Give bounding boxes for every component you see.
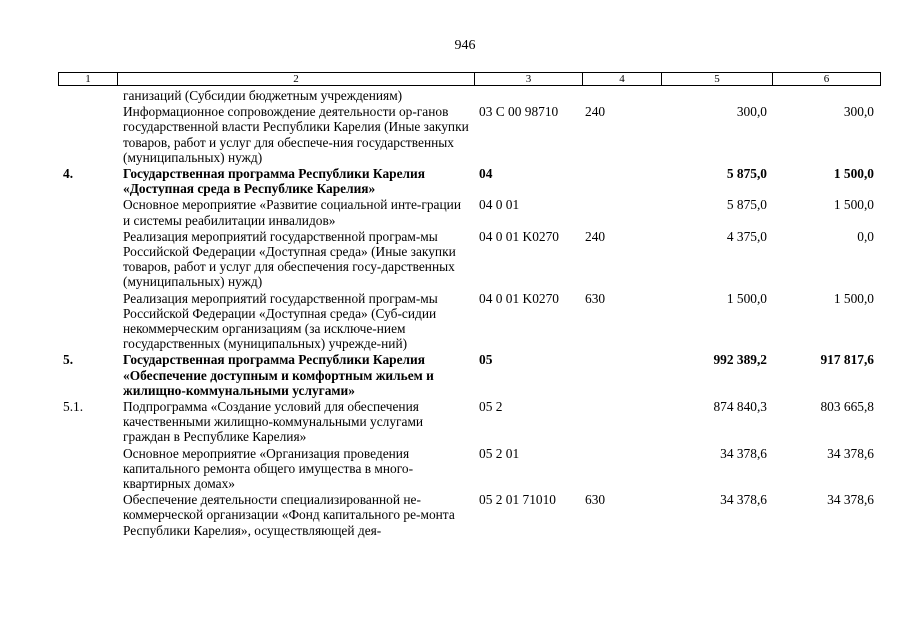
row-name: Государственная программа Республики Карелия «Доступная среда в Республике Карелия» (123, 166, 426, 197)
row-number (58, 290, 117, 352)
table-row (58, 196, 880, 227)
row-amount-year1: 992 389,2 (713, 352, 767, 368)
row-number (58, 228, 117, 290)
row-name: Реализация мероприятий государственной програм-мы Российской Федерации «Доступная среда» (Суб-сидии некоммерческим организациям (за исключе-нием государственных (муниципальных) учрежде-ний) (123, 290, 438, 352)
row-expense-type (582, 196, 661, 227)
row-expense-type (582, 88, 661, 103)
row-amount-year1: 4 375,0 (726, 228, 767, 244)
column-header-table (58, 72, 881, 86)
row-number: 4. (63, 166, 74, 182)
row-number (58, 445, 117, 492)
row-amount-year2: 917 817,6 (820, 352, 874, 368)
row-number: 5.1. (63, 399, 84, 415)
row-code: 05 2 01 (479, 445, 520, 461)
row-amount-year1 (661, 88, 772, 103)
row-name: Реализация мероприятий государственной програм-мы Российской Федерации «Доступная среда» (Иные закупки товаров, работ и услуг для обеспечения госу-дарственных (муниципальных) нужд) (123, 228, 456, 290)
row-code: 05 2 (479, 399, 503, 415)
row-expense-type: 240 (585, 104, 606, 120)
row-expense-type: 630 (585, 290, 606, 306)
row-amount-year2: 803 665,8 (820, 399, 874, 415)
table-row (58, 351, 880, 398)
row-number (58, 491, 117, 538)
table-row (58, 103, 880, 165)
row-code: 05 (479, 352, 493, 368)
table-row (58, 398, 880, 445)
row-amount-year2: 1 500,0 (833, 197, 874, 213)
row-amount-year1: 34 378,6 (720, 492, 767, 508)
row-amount-year2: 1 500,0 (833, 290, 874, 306)
row-expense-type (582, 351, 661, 398)
row-amount-year2: 300,0 (843, 104, 874, 120)
row-amount-year1: 300,0 (736, 104, 767, 120)
row-number (58, 103, 117, 165)
table-row (58, 228, 880, 290)
row-amount-year2: 34 378,6 (827, 492, 874, 508)
column-number-row (59, 73, 881, 86)
row-amount-year1: 5 875,0 (726, 166, 767, 182)
row-code: 04 (479, 166, 493, 182)
row-expense-type: 240 (585, 228, 606, 244)
row-amount-year2 (772, 88, 880, 103)
row-code: 04 0 01 K0270 (479, 228, 559, 244)
column-header: 2 (118, 73, 475, 86)
column-header: 3 (475, 73, 583, 86)
table-row (58, 165, 880, 196)
table-row (58, 88, 880, 103)
row-amount-year1: 5 875,0 (726, 197, 767, 213)
row-code (474, 88, 582, 103)
row-amount-year2: 0,0 (857, 228, 874, 244)
row-name: Основное мероприятие «Организация проведения капитального ремонта общего имущества в много-квартирных домах» (123, 445, 414, 492)
budget-table (58, 88, 880, 538)
row-code: 04 0 01 (479, 197, 520, 213)
row-amount-year2: 1 500,0 (833, 166, 874, 182)
row-amount-year2: 34 378,6 (827, 445, 874, 461)
table-row (58, 445, 880, 492)
column-header: 6 (773, 73, 881, 86)
row-expense-type (582, 398, 661, 445)
row-expense-type (582, 445, 661, 492)
row-amount-year1: 34 378,6 (720, 445, 767, 461)
column-header: 4 (583, 73, 662, 86)
row-name: Обеспечение деятельности специализированной не-коммерческой организации «Фонд капитального ре-монта Республики Карелия», осуществляющей дея- (123, 492, 455, 538)
row-number (58, 88, 117, 103)
column-header: 5 (662, 73, 773, 86)
row-name: Основное мероприятие «Развитие социальной инте-грации и системы реабилитации инвалидов» (123, 197, 462, 228)
row-name: Государственная программа Республики Карелия «Обеспечение доступным и комфортным жильем и жилищно-коммунальными услугами» (123, 352, 434, 398)
row-name: Подпрограмма «Создание условий для обеспечения качественными жилищно-коммунальными услугами граждан в Республике Карелия» (123, 399, 424, 445)
row-amount-year1: 1 500,0 (726, 290, 767, 306)
row-amount-year1: 874 840,3 (713, 399, 767, 415)
page-number: 946 (454, 38, 476, 53)
row-number (58, 196, 117, 227)
row-code: 04 0 01 K0270 (479, 290, 559, 306)
row-code: 05 2 01 71010 (479, 492, 556, 508)
row-name: Информационное сопровождение деятельности ор-ганов государственной власти Республики Карелия (Иные закупки товаров, работ и услуг для обеспече-ния государственных (муниципальных) нужд) (123, 104, 469, 165)
column-header: 1 (59, 73, 118, 86)
row-expense-type (582, 165, 661, 196)
row-name: ганизаций (Субсидии бюджетным учреждениям) (123, 88, 403, 103)
table-row (58, 290, 880, 352)
row-code: 03 С 00 98710 (479, 104, 559, 120)
row-expense-type: 630 (585, 492, 606, 508)
table-row (58, 491, 880, 538)
row-number: 5. (63, 352, 74, 368)
